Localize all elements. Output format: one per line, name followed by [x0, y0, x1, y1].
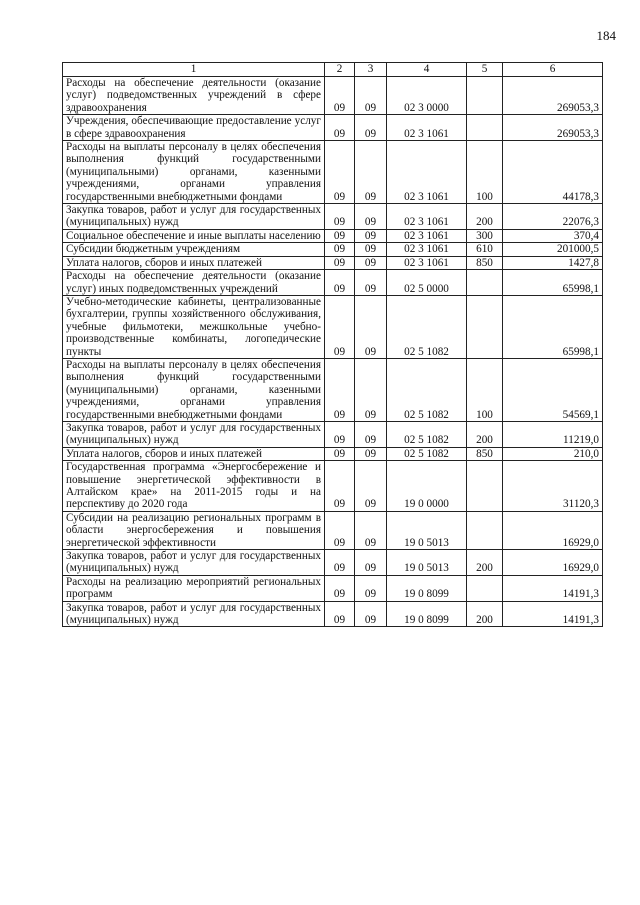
subsection-cell: 09	[355, 204, 387, 230]
amount-cell: 16929,0	[503, 550, 603, 576]
target-code-cell: 02 5 0000	[387, 270, 467, 296]
table-row	[63, 295, 603, 358]
row-name-cell: Расходы на выплаты персоналу в целях обеспечения выполнения функций государственными (муниципальными) органами, казенными учреждениями, органами управления государственными внебюджетными фондами	[63, 141, 325, 204]
expense-type-cell	[467, 511, 503, 549]
section-cell: 09	[325, 256, 355, 269]
expense-type-cell: 610	[467, 243, 503, 256]
table-row	[63, 601, 603, 627]
target-code-cell: 02 5 1082	[387, 421, 467, 447]
expense-type-cell	[467, 295, 503, 358]
section-cell: 09	[325, 243, 355, 256]
target-code-cell: 19 0 8099	[387, 601, 467, 627]
subsection-cell: 09	[355, 575, 387, 601]
table-row	[63, 229, 603, 242]
table-row	[63, 550, 603, 576]
subsection-cell: 09	[355, 461, 387, 512]
target-code-cell: 02 3 1061	[387, 256, 467, 269]
amount-cell: 31120,3	[503, 461, 603, 512]
row-name-cell: Закупка товаров, работ и услуг для государственных (муниципальных) нужд	[63, 204, 325, 230]
budget-table	[62, 62, 603, 627]
subsection-cell: 09	[355, 601, 387, 627]
section-cell: 09	[325, 511, 355, 549]
subsection-cell: 09	[355, 511, 387, 549]
target-code-cell: 02 3 1061	[387, 141, 467, 204]
subsection-cell: 09	[355, 141, 387, 204]
section-cell: 09	[325, 204, 355, 230]
target-code-cell: 02 5 1082	[387, 295, 467, 358]
table-row	[63, 204, 603, 230]
target-code-cell: 02 3 0000	[387, 77, 467, 115]
target-code-cell: 19 0 5013	[387, 550, 467, 576]
table-row	[63, 141, 603, 204]
table-row	[63, 256, 603, 269]
amount-cell: 269053,3	[503, 115, 603, 141]
amount-cell: 14191,3	[503, 601, 603, 627]
expense-type-cell	[467, 77, 503, 115]
amount-cell: 210,0	[503, 447, 603, 460]
subsection-cell: 09	[355, 295, 387, 358]
expense-type-cell: 100	[467, 141, 503, 204]
row-name-cell: Расходы на реализацию мероприятий региональных программ	[63, 575, 325, 601]
subsection-cell: 09	[355, 421, 387, 447]
amount-cell: 1427,8	[503, 256, 603, 269]
amount-cell: 54569,1	[503, 358, 603, 421]
row-name-cell: Закупка товаров, работ и услуг для государственных (муниципальных) нужд	[63, 421, 325, 447]
subsection-cell: 09	[355, 115, 387, 141]
row-name-cell: Учебно-методические кабинеты, централизованные бухгалтерии, группы хозяйственного обслуживания, учебные фильмотеки, межшкольные учебно-производственные комбинаты, логопедические пункты	[63, 295, 325, 358]
row-name-cell: Расходы на обеспечение деятельности (оказание услуг) подведомственных учреждений в сфере здравоохранения	[63, 77, 325, 115]
table-row	[63, 115, 603, 141]
amount-cell: 65998,1	[503, 270, 603, 296]
amount-cell: 44178,3	[503, 141, 603, 204]
expense-type-cell: 200	[467, 421, 503, 447]
amount-cell: 22076,3	[503, 204, 603, 230]
page-number: 184	[596, 28, 616, 43]
amount-cell: 269053,3	[503, 77, 603, 115]
section-cell: 09	[325, 421, 355, 447]
table-row	[63, 511, 603, 549]
subsection-cell: 09	[355, 447, 387, 460]
row-name-cell: Субсидии на реализацию региональных программ в области энергосбережения и повышения энергетической эффективности	[63, 511, 325, 549]
section-cell: 09	[325, 550, 355, 576]
table-row	[63, 461, 603, 512]
table-row	[63, 421, 603, 447]
expense-type-cell: 850	[467, 256, 503, 269]
table-row	[63, 358, 603, 421]
section-cell: 09	[325, 575, 355, 601]
section-cell: 09	[325, 358, 355, 421]
target-code-cell: 02 3 1061	[387, 243, 467, 256]
target-code-cell: 19 0 0000	[387, 461, 467, 512]
section-cell: 09	[325, 229, 355, 242]
row-name-cell: Расходы на выплаты персоналу в целях обеспечения выполнения функций государственными (муниципальными) органами, казенными учреждениями, органами управления государственными внебюджетными фондами	[63, 358, 325, 421]
target-code-cell: 19 0 8099	[387, 575, 467, 601]
expense-type-cell	[467, 115, 503, 141]
expense-type-cell: 200	[467, 601, 503, 627]
table-row	[63, 270, 603, 296]
subsection-cell: 09	[355, 243, 387, 256]
column-header: 3	[355, 63, 387, 77]
amount-cell: 65998,1	[503, 295, 603, 358]
subsection-cell: 09	[355, 229, 387, 242]
section-cell: 09	[325, 447, 355, 460]
row-name-cell: Учреждения, обеспечивающие предоставление услуг в сфере здравоохранения	[63, 115, 325, 141]
expense-type-cell	[467, 270, 503, 296]
expense-type-cell	[467, 575, 503, 601]
section-cell: 09	[325, 295, 355, 358]
amount-cell: 201000,5	[503, 243, 603, 256]
expense-type-cell: 850	[467, 447, 503, 460]
table-row	[63, 575, 603, 601]
amount-cell: 11219,0	[503, 421, 603, 447]
column-header: 1	[63, 63, 325, 77]
table-row	[63, 77, 603, 115]
target-code-cell: 02 3 1061	[387, 204, 467, 230]
table-row	[63, 243, 603, 256]
subsection-cell: 09	[355, 256, 387, 269]
expense-type-cell	[467, 461, 503, 512]
expense-type-cell: 200	[467, 204, 503, 230]
section-cell: 09	[325, 141, 355, 204]
target-code-cell: 02 5 1082	[387, 447, 467, 460]
amount-cell: 14191,3	[503, 575, 603, 601]
column-header: 2	[325, 63, 355, 77]
row-name-cell: Уплата налогов, сборов и иных платежей	[63, 256, 325, 269]
section-cell: 09	[325, 115, 355, 141]
header-row	[63, 63, 603, 77]
target-code-cell: 02 3 1061	[387, 229, 467, 242]
row-name-cell: Закупка товаров, работ и услуг для государственных (муниципальных) нужд	[63, 550, 325, 576]
section-cell: 09	[325, 77, 355, 115]
section-cell: 09	[325, 461, 355, 512]
row-name-cell: Закупка товаров, работ и услуг для государственных (муниципальных) нужд	[63, 601, 325, 627]
row-name-cell: Расходы на обеспечение деятельности (оказание услуг) иных подведомственных учреждений	[63, 270, 325, 296]
column-header: 5	[467, 63, 503, 77]
column-header: 6	[503, 63, 603, 77]
row-name-cell: Уплата налогов, сборов и иных платежей	[63, 447, 325, 460]
target-code-cell: 02 3 1061	[387, 115, 467, 141]
amount-cell: 370,4	[503, 229, 603, 242]
subsection-cell: 09	[355, 270, 387, 296]
expense-type-cell: 300	[467, 229, 503, 242]
expense-type-cell: 100	[467, 358, 503, 421]
column-header: 4	[387, 63, 467, 77]
row-name-cell: Субсидии бюджетным учреждениям	[63, 243, 325, 256]
target-code-cell: 19 0 5013	[387, 511, 467, 549]
section-cell: 09	[325, 270, 355, 296]
row-name-cell: Государственная программа «Энергосбережение и повышение энергетической эффективности в Алтайском крае» на 2011-2015 годы и на перспективу до 2020 года	[63, 461, 325, 512]
target-code-cell: 02 5 1082	[387, 358, 467, 421]
subsection-cell: 09	[355, 550, 387, 576]
subsection-cell: 09	[355, 358, 387, 421]
expense-type-cell: 200	[467, 550, 503, 576]
section-cell: 09	[325, 601, 355, 627]
row-name-cell: Социальное обеспечение и иные выплаты населению	[63, 229, 325, 242]
amount-cell: 16929,0	[503, 511, 603, 549]
table-row	[63, 447, 603, 460]
subsection-cell: 09	[355, 77, 387, 115]
